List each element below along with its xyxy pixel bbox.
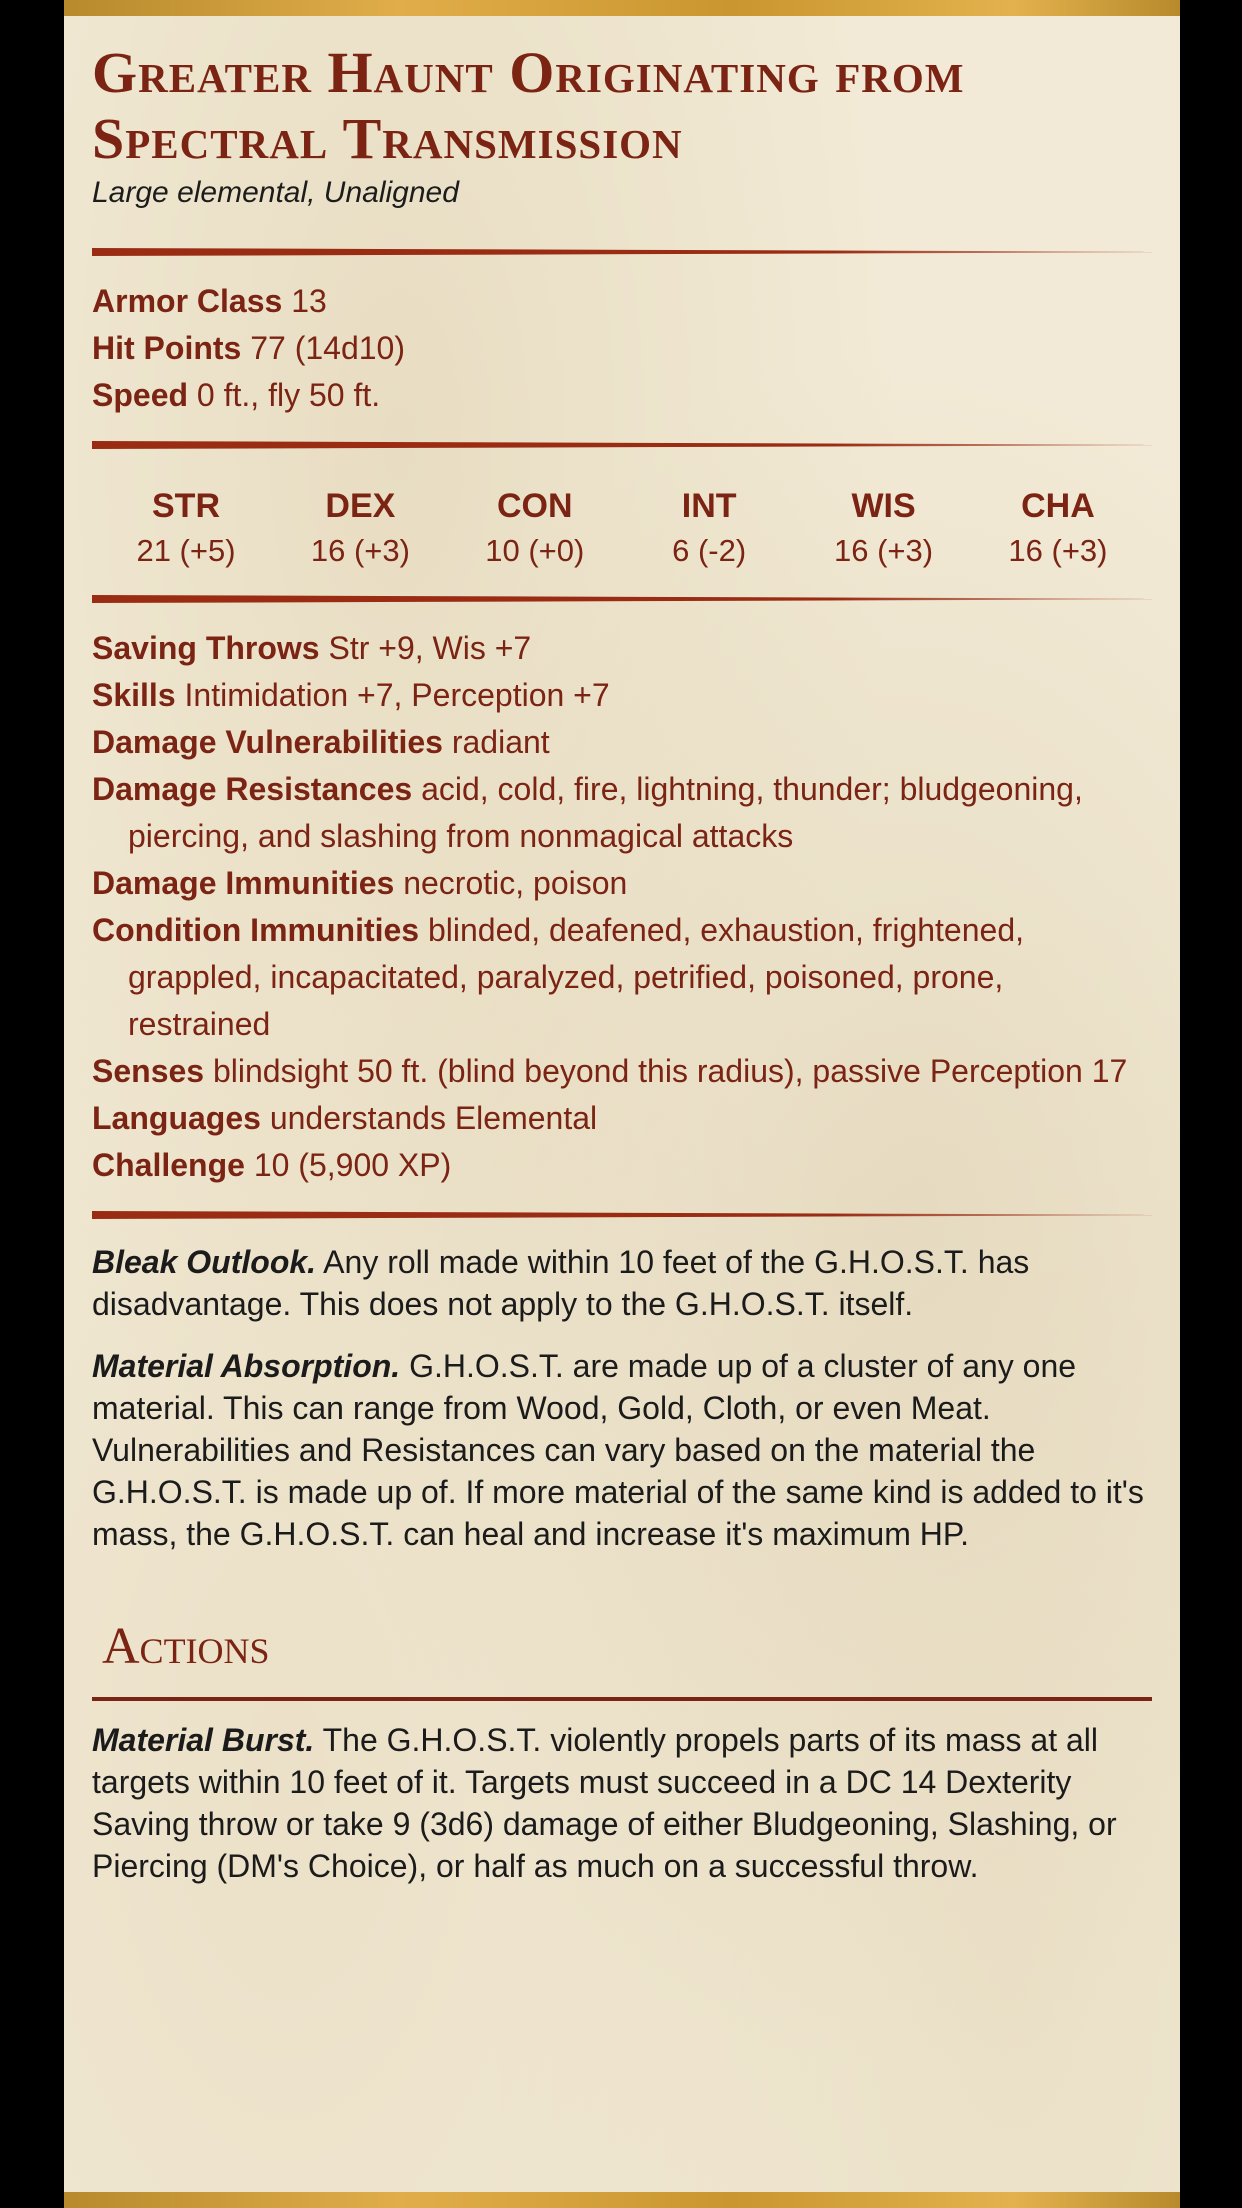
ability-scores [92,471,1152,573]
condition-immunities-value: blinded, deafened, exhaustion, frightened, grappled, incapacitated, paralyzed, petrified, poisoned, prone, restrained [128,912,1024,1042]
languages-label: Languages [92,1100,261,1136]
damage-resistances-label: Damage Resistances [92,771,413,807]
actions-heading: Actions [102,1618,270,1675]
ability-name: WIS [851,487,916,525]
languages-value: understands Elemental [269,1100,598,1136]
speed-line [92,372,1152,419]
armor-class-label: Armor Class [92,283,283,319]
skills-label: Skills [92,677,176,713]
languages-line [92,1095,1152,1142]
action-material-burst [92,1719,1152,1887]
damage-immunities-value: necrotic, poison [403,865,628,901]
stat-block-card [64,0,1180,2208]
ability-name: STR [152,487,220,525]
ability-dex [280,483,440,573]
senses-line [92,1048,1152,1095]
ability-cha [978,483,1138,573]
ability-str [106,483,266,573]
monster-type-line: Large elemental, Unaligned [92,176,459,209]
action-name: Material Burst. [92,1722,315,1758]
ability-value: 6 (-2) [672,533,747,568]
ability-name: CHA [1021,487,1095,525]
stat-block-content [92,40,1152,1887]
tapered-rule [92,595,1152,603]
tapered-rule [92,1211,1152,1219]
skills-value: Intimidation +7, Perception +7 [184,677,610,713]
action-text: The G.H.O.S.T. violently propels parts of its mass at all targets within 10 feet of it. Targets must succeed in a DC 14 Dexterity Saving throw or take 9 (3d6) damage of either Bludgeoning, Slashing, or Piercing (DM's Choice), or half as much on a successful throw. [92,1722,1117,1884]
ability-name: INT [681,487,737,525]
armor-class-value: 13 [291,283,327,319]
monster-name: Greater Haunt Originating from Spectral Transmission [92,40,965,171]
challenge-label: Challenge [92,1147,245,1183]
damage-vulnerabilities-line [92,719,1152,766]
ability-value: 16 (+3) [310,533,410,568]
hit-points-label: Hit Points [92,330,242,366]
damage-resistances-line [92,766,1152,860]
ability-int [629,483,789,573]
ability-con [455,483,615,573]
ability-value: 16 (+3) [1008,533,1108,568]
trait-text: G.H.O.S.T. are made up of a cluster of any one material. This can range from Wood, Gold, Cloth, or even Meat. Vulnerabilities and Resistances can vary based on the material the G.H.O.S.T. is made up of. If more material of the same kind is added to it's mass, the G.H.O.S.T. can heal and increase it's maximum HP. [92,1348,1144,1552]
challenge-value: 10 (5,900 XP) [253,1147,452,1183]
damage-immunities-line [92,860,1152,907]
ability-value: 10 (+0) [485,533,585,568]
saving-throws-value: Str +9, Wis +7 [328,630,532,666]
senses-value: blindsight 50 ft. (blind beyond this radius), passive Perception 17 [212,1053,1128,1089]
bottom-gold-bar [64,2192,1180,2208]
challenge-line [92,1142,1152,1189]
speed-label: Speed [92,377,189,413]
condition-immunities-label: Condition Immunities [92,912,420,948]
damage-vulnerabilities-value: radiant [451,724,550,760]
trait-name: Bleak Outlook. [92,1244,317,1280]
senses-label: Senses [92,1053,205,1089]
tapered-rule [92,441,1152,449]
tapered-rule [92,248,1152,256]
ability-value: 16 (+3) [834,533,934,568]
saving-throws-label: Saving Throws [92,630,320,666]
saving-throws-line [92,625,1152,672]
hit-points-value: 77 (14d10) [250,330,405,366]
ability-value: 21 (+5) [136,533,236,568]
ability-wis [804,483,964,573]
hit-points-line [92,325,1152,372]
ability-name: DEX [325,487,396,525]
ability-name: CON [497,487,573,525]
trait-name: Material Absorption. [92,1348,401,1384]
damage-immunities-label: Damage Immunities [92,865,395,901]
armor-class-line [92,278,1152,325]
condition-immunities-line [92,907,1152,1048]
actions-rule [92,1697,1152,1701]
trait-material-absorption [92,1345,1152,1555]
trait-bleak-outlook [92,1241,1152,1325]
top-gold-bar [64,0,1180,16]
skills-line [92,672,1152,719]
damage-vulnerabilities-label: Damage Vulnerabilities [92,724,443,760]
speed-value: 0 ft., fly 50 ft. [196,377,381,413]
damage-resistances-value: acid, cold, fire, lightning, thunder; bludgeoning, piercing, and slashing from nonmagical attacks [128,771,1083,854]
trait-text: Any roll made within 10 feet of the G.H.O.S.T. has disadvantage. This does not apply to the G.H.O.S.T. itself. [92,1244,1030,1322]
